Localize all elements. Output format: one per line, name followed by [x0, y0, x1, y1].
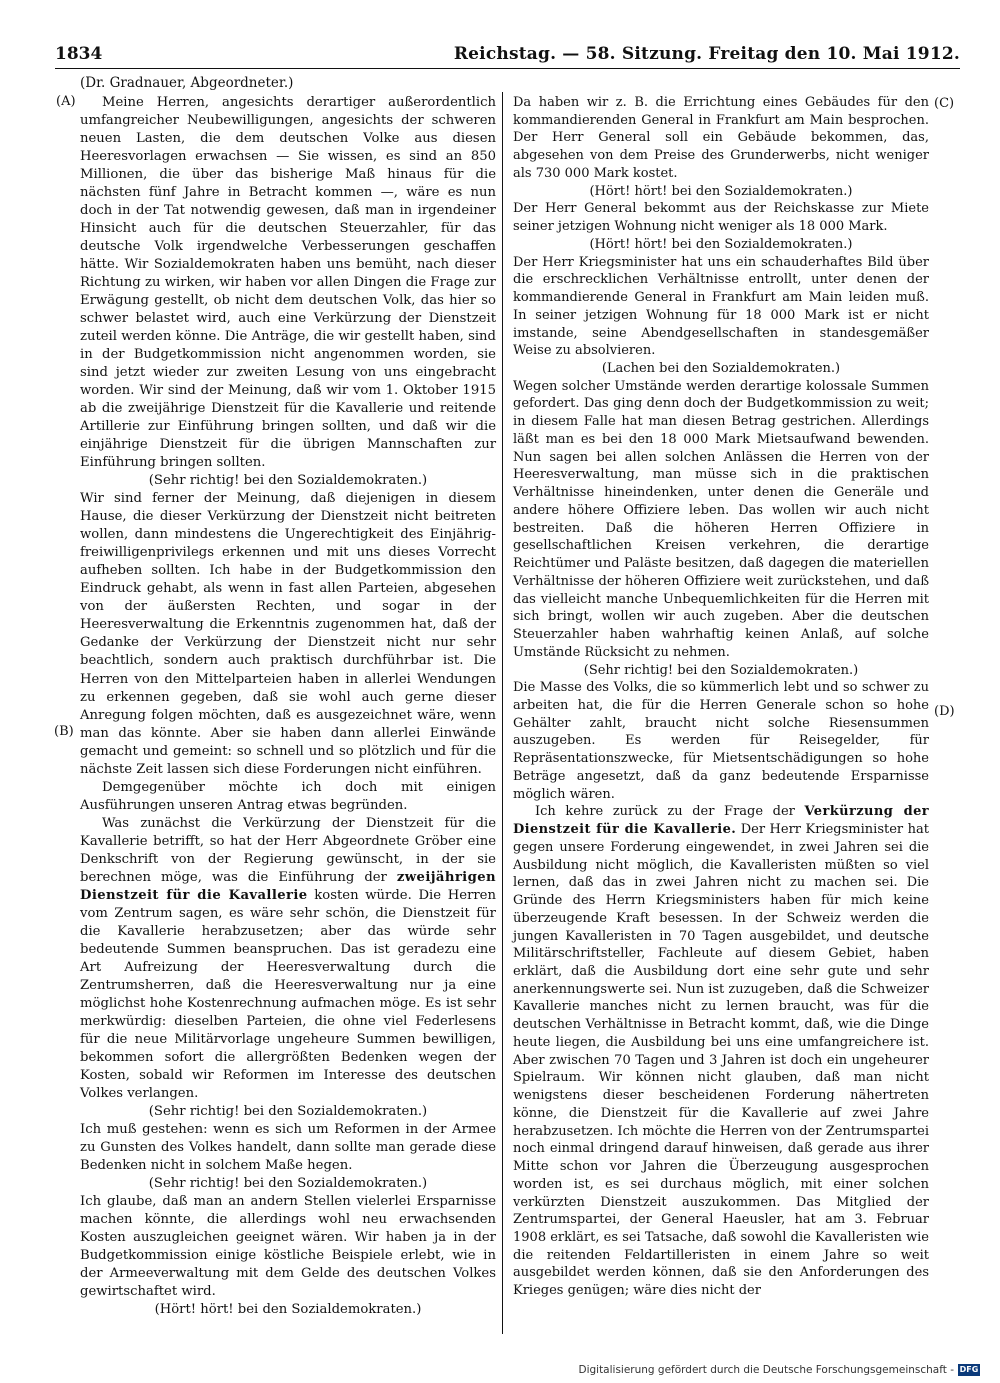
right-column	[513, 94, 929, 1300]
paragraph: Ich muß gestehen: wenn es sich um Reformen in der Armee zu Gunsten des Volkes handelt, dann sollte man gerade diese Bedenken nicht in solchem Maße hegen.	[80, 1121, 496, 1173]
interjection: (Hört! hört! bei den Sozialdemokraten.)	[589, 183, 853, 199]
interjection: (Sehr richtig! bei den Sozialdemokraten.)	[148, 1103, 428, 1119]
left-column	[80, 94, 496, 1319]
paragraph: Die Masse des Volks, die so kümmerlich lebt und so schwer zu arbeiten hat, die für die Herren Generale schon so hohe Gehälter zahlt, braucht nicht solche Riesensummen auszugeben. Es werden für Reisegelder, für Repräsentationszwecke, für Mietsentschädigungen so hohe Beträge angesetzt, daß da ganz bedeutende Ersparnisse möglich wären.	[513, 680, 929, 802]
margin-marker-d: (D)	[934, 704, 955, 719]
dfg-logo-icon: DFG	[959, 1365, 979, 1374]
column-divider	[502, 92, 503, 1334]
paragraph-text: Ich kehre zurück zu der Frage der	[535, 804, 805, 820]
header-rule	[55, 68, 960, 69]
paragraph-text: kosten würde. Die Herren vom Zentrum sagen, es wäre sehr schön, die Dienstzeit für die Kavallerie herabzusetzen; aber das würde sehr bedeutende Summen beanspruchen. Das ist geradezu eine Art Aufreizung der Heeresverwaltung durch die Zentrumsherren, daß die Heeresverwaltung nur ja eine möglichst hohe Kostenrechnung aufmachen möge. Es ist sehr merkwürdig: dieselben Parteien, die ohne viel Federlesens für die neue Militärvorlage ungeheure Summen bewilligen, bekommen sofort die allergrößten Bedenken wegen der Kosten, sobald wir Reformen im Interesse des deutschen Volkes verlangen.	[80, 887, 496, 1101]
paragraph-text: Was zunächst die Verkürzung der Dienstzeit für die Kavallerie betrifft, so hat der Herr Abgeordnete Gröber eine Denkschrift von der Regierung gewünscht, in der sie berechnen möge, was die Einführung der	[80, 815, 496, 885]
margin-marker-c: (C)	[934, 96, 955, 111]
paragraph: Da haben wir z. B. die Errichtung eines Gebäudes für den kommandierenden General in Frankfurt am Main besprochen. Der Herr General soll ein Gebäude bekommen, das, abgesehen von dem Preise des Grunderwerbs, nicht weniger als 730 000 Mark kostet.	[513, 95, 929, 181]
speaker-line: (Dr. Gradnauer, Abgeordneter.)	[80, 75, 294, 91]
interjection: (Sehr richtig! bei den Sozialdemokraten.)	[583, 662, 859, 678]
interjection: (Sehr richtig! bei den Sozialdemokraten.)	[148, 473, 428, 489]
margin-marker-a: (A)	[56, 94, 76, 109]
page-number: 1834	[55, 44, 103, 64]
paragraph: Der Herr General bekommt aus der Reichskasse zur Miete seiner jetzigen Wohnung nicht weniger als 18 000 Mark.	[513, 201, 929, 235]
paragraph	[80, 815, 496, 1103]
paragraph: Wegen solcher Umstände werden derartige kolossale Summen gefordert. Das ging denn doch der Budgetkommission zu weit; in diesem Falle hat man diesen Betrag gestrichen. Allerdings läßt man es bei den 18 000 Mark Mietsaufwand bewenden. Nun sagen bei allen solchen Anlässen die Herren von der Heeresverwaltung, man müsse sich in die praktischen Verhältnisse hineindenken, unter denen die Generäle und andere höhere Offiziere leben. Das wollen wir auch nicht bestreiten. Daß die höheren Herren Offiziere in gesellschaftlichen Kreisen verkehren, die derartige Reichtümer und Paläste besitzen, daß dagegen die materiellen Verhältnisse der höheren Offiziere weit zurückstehen, und daß das vielleicht manche Unbequemlichkeiten für die Herren mit sich bringt, wollen wir auch zugeben. Aber die deutschen Steuerzahler haben wahrhaftig keinen Anlaß, auf solche Umstände Rücksicht zu nehmen.	[513, 378, 929, 660]
interjection: (Sehr richtig! bei den Sozialdemokraten.)	[148, 1175, 428, 1191]
page-header	[55, 44, 960, 64]
page-footer	[578, 1364, 980, 1376]
paragraph: Demgegenüber möchte ich doch mit einigen Ausführungen unseren Antrag etwas begründen.	[80, 779, 496, 813]
interjection: (Hört! hört! bei den Sozialdemokraten.)	[154, 1302, 422, 1318]
emphasized-phrase: Verkürzung der Dienstzeit für die Kavallerie.	[513, 804, 929, 838]
paragraph-text: Der Herr Kriegsminister hat gegen unsere Forderung eingewendet, in zwei Jahren sei die Ausbildung nicht möglich, die Kavalleristen müßten so viel lernen, daß das in zwei Jahren nicht zu machen sei. Die Gründe des Herrn Kriegsministers haben für mich keine überzeugende Kraft besessen. In der Schweiz werden die jungen Kavalleristen in 70 Tagen ausgebildet, und deutsche Militärschriftsteller, Fachleute auf diesem Gebiet, haben erklärt, daß die Ausbildung dort eine sehr gute und sehr anerkennungswerte sei. Nun ist zuzugeben, daß die Schweizer Kavallerie manches nicht zu lernen braucht, was für die deutschen Verhältnisse in Betracht kommt, daß, wie die Dinge heute liegen, die Ausbildung bei uns eine umfangreichere ist. Aber zwischen 70 Tagen und 3 Jahren ist doch ein ungeheurer Spielraum. Wir können nicht glauben, daß man nicht wenigstens dieser bescheidenen Forderung nähertreten könne, die Dienstzeit für die Kavallerie auf zwei Jahre herabzusetzen. Ich möchte die Herren von der Zentrumspartei noch einmal dringend darauf hinweisen, daß gerade aus ihrer Mitte schon vor Jahren die Überzeugung ausgesprochen worden ist, es sei durchaus möglich, mit einer solchen verkürzten Dienstzeit auszukommen. Das Mitglied der Zentrumspartei, der General Haeusler, hat am 3. Februar 1908 erklärt, es sei Tatsache, daß sowohl die Kavalleristen wie die reitenden Feldartilleristen in einem Jahre so weit ausgebildet werden können, daß sie den Anforderungen des Krieges genügen; wäre dies nicht der	[513, 822, 929, 1299]
running-title: Reichstag. — 58. Sitzung. Freitag den 10. Mai 1912.	[453, 44, 960, 64]
paragraph	[513, 803, 929, 1300]
paragraph: Ich glaube, daß man an andern Stellen vielerlei Ersparnisse machen könnte, die allerdings wohl neu erwachsenden Kosten auszugleichen geeignet wären. Wir haben ja in der Budgetkommission einige köstliche Beispiele erlebt, wie in der Armeeverwaltung mit dem Gelde des deutschen Volkes gewirtschaftet wird.	[80, 1193, 496, 1300]
interjection: (Lachen bei den Sozialdemokraten.)	[601, 361, 841, 377]
paragraph: Wir sind ferner der Meinung, daß diejenigen in diesem Hause, die dieser Verkürzung der Dienstzeit nicht beitreten wollen, dann mindestens die Ungerechtigkeit des Einjährig-freiwilligenprivilegs erkennen und mit uns dieses Vorrecht aufheben sollten. Ich habe in der Budgetkommission den Eindruck gehabt, als wenn in fast allen Parteien, abgesehen von der äußersten Rechten, und sogar in der Heeresverwaltung die Erkenntnis zugenommen hat, daß der Gedanke der Verkürzung der Dienstzeit nicht nur sehr beachtlich, sondern auch praktisch durchführbar ist. Die Herren von den Mittelparteien haben in allerlei Wendungen zu erkennen gegeben, daß sie wohl auch gerne dieser Anregung folgen möchten, daß es ausgezeichnet wäre, wenn man das könnte. Aber sie haben dann allerlei Einwände gemacht und gemeint: so schnell und so plötzlich und für die nächste Zeit lassen sich diese Forderungen nicht einführen.	[80, 491, 496, 777]
footer-text: Digitalisierung gefördert durch die Deutsche Forschungsgemeinschaft -	[578, 1364, 954, 1376]
paragraph: Meine Herren, angesichts derartiger außerordentlich umfangreicher Neubewilligungen, angesichts der schweren neuen Lasten, die dem deutschen Volke aus diesen Heeresvorlagen erwachsen — Sie wissen, es sind an 850 Millionen, die über das bisherige Maß hinaus für die nächsten fünf Jahre in Betracht kommen —, wäre es nun doch in der Tat notwendig gewesen, daß man in irgendeiner Hinsicht auch für die deutschen Steuerzahler, für das deutsche Volk irgendwelche Verbesserungen geschaffen hätte. Wir Sozialdemokraten haben uns bemüht, nach dieser Richtung zu wirken, wir haben vor allen Dingen die Frage zur Erwägung gestellt, ob nicht dem deutschen Volk, das hier so schwer belastet wird, auch eine Verkürzung der Dienstzeit zuteil werden könne. Die Anträge, die wir gestellt haben, sind in der Budgetkommission nicht angenommen worden, sie sind jetzt wieder zur zweiten Lesung von uns eingebracht worden. Wir sind der Meinung, daß wir vom 1. Oktober 1915 ab die zweijährige Dienstzeit für die Kavallerie und reitende Artillerie zur Einführung bringen sollten, und daß wir die einjährige Dienstzeit für die übrigen Mannschaften zur Einführung bringen sollten.	[80, 95, 496, 471]
emphasized-phrase: zweijährigen Dienstzeit für die Kavallerie	[80, 869, 496, 903]
margin-marker-b: (B)	[54, 724, 74, 739]
interjection: (Hört! hört! bei den Sozialdemokraten.)	[589, 236, 853, 252]
paragraph: Der Herr Kriegsminister hat uns ein schauderhaftes Bild über die erschrecklichen Verhältnisse entrollt, unter denen der kommandierende General in Frankfurt am Main leiden muß. In seiner jetzigen Wohnung für 18 000 Mark ist er nicht imstande, seine Abendgesellschaften in standesgemäßer Weise zu absolvieren.	[513, 254, 929, 359]
